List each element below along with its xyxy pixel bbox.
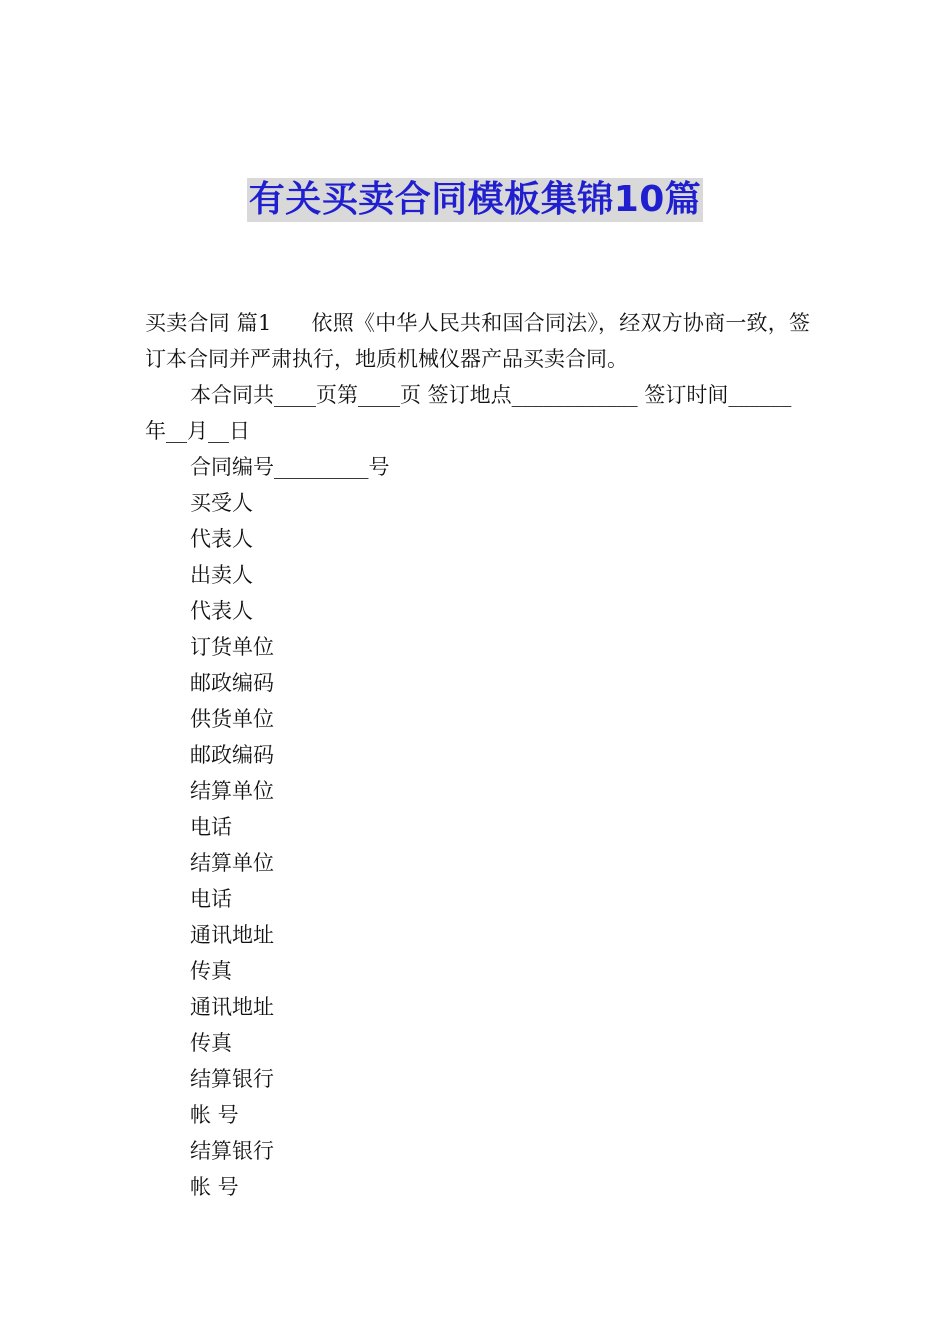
section-label: 买卖合同 篇1 [145, 311, 272, 335]
field-label: 代表人 [190, 527, 253, 551]
field-label: 电话 [190, 887, 232, 911]
intro-text: 依照《中华人民共和国合同法》，经双方协商一致，签订本合同并严肃执行，地质机械仪器产品买卖合同。 [145, 311, 810, 371]
field-label: 电话 [190, 815, 232, 839]
field-list [145, 485, 810, 1205]
field-label: 邮政编码 [190, 743, 274, 767]
field-label: 传真 [190, 1031, 232, 1055]
contract-info-line: 本合同共____页第____页 签订地点____________ 签订时间______年__月__日 [145, 383, 792, 443]
title-block [0, 178, 950, 222]
contract-number-line: 合同编号_________号 [190, 455, 390, 479]
field-label: 帐 号 [190, 1175, 239, 1199]
field-label: 通讯地址 [190, 995, 274, 1019]
document-body [145, 305, 810, 1205]
field-label: 传真 [190, 959, 232, 983]
field-label: 供货单位 [190, 707, 274, 731]
field-label: 订货单位 [190, 635, 274, 659]
field-label: 结算单位 [190, 779, 274, 803]
field-label: 买受人 [190, 491, 253, 515]
field-label: 结算银行 [190, 1067, 274, 1091]
field-label: 通讯地址 [190, 923, 274, 947]
field-label: 出卖人 [190, 563, 253, 587]
field-label: 帐 号 [190, 1103, 239, 1127]
field-label: 结算银行 [190, 1139, 274, 1163]
field-label: 代表人 [190, 599, 253, 623]
field-label: 结算单位 [190, 851, 274, 875]
field-label: 邮政编码 [190, 671, 274, 695]
intro-paragraph [145, 305, 810, 377]
document-title: 有关买卖合同模板集锦10篇 [248, 179, 702, 220]
